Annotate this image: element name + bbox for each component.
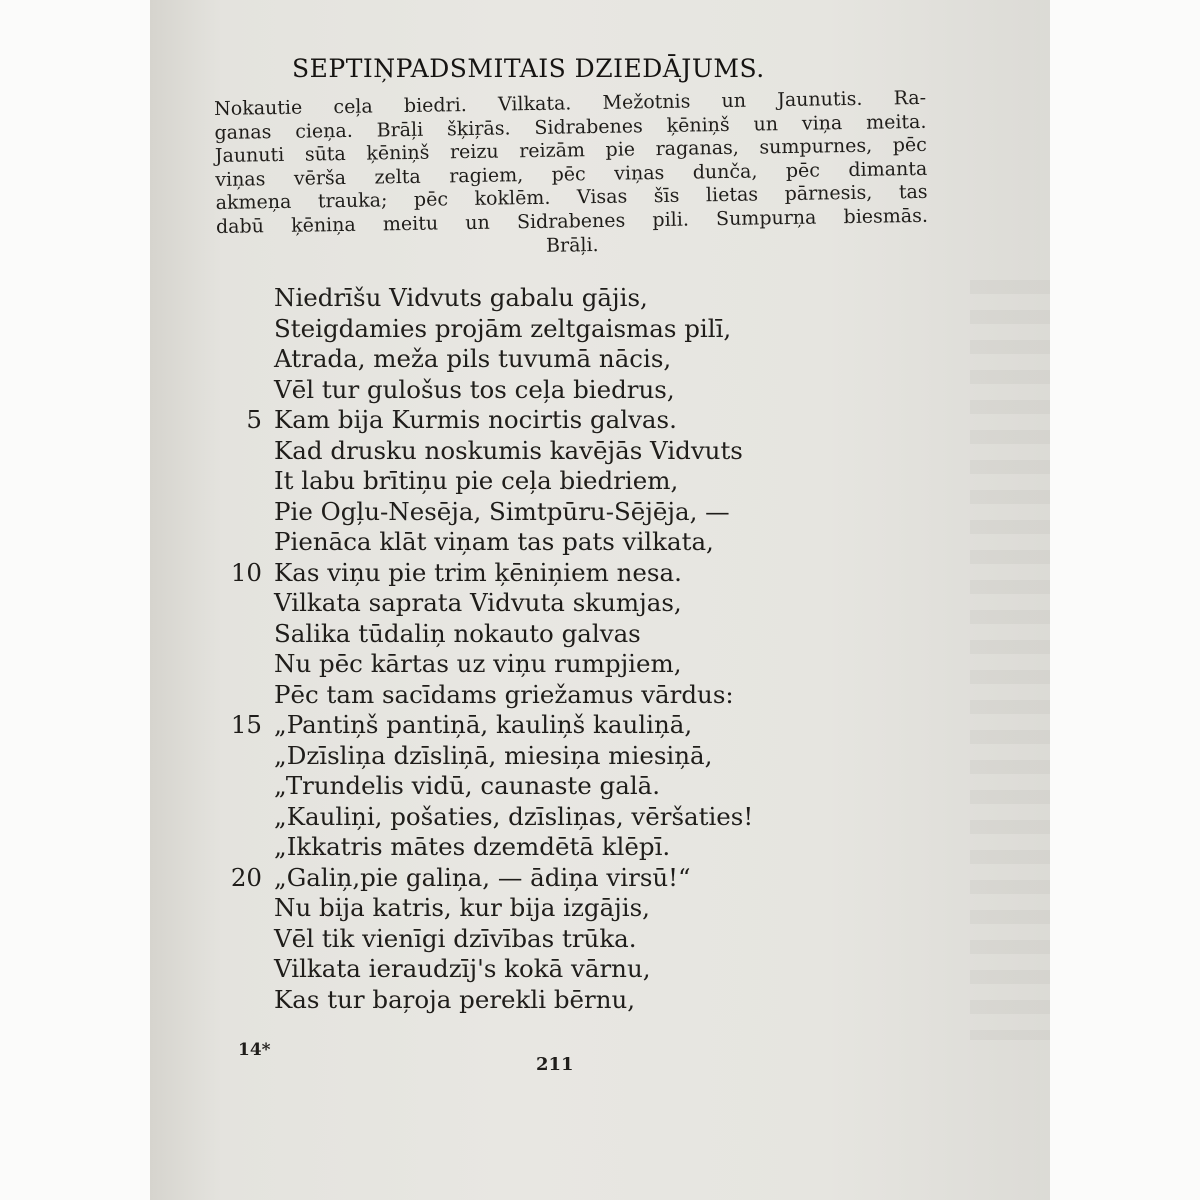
verse-line (230, 405, 870, 436)
verse-line (230, 985, 870, 1016)
verse-line (230, 283, 870, 314)
verse-line (230, 527, 870, 558)
verse-line (230, 497, 870, 528)
verse-line (230, 802, 870, 833)
verse-line (230, 436, 870, 467)
bleed-through-text (970, 280, 1050, 1040)
verse-line (230, 466, 870, 497)
verse-text: „Trundelis vidū, caunaste galā. (274, 771, 661, 800)
verse-text: Vilkata ieraudzīj's kokā vārnu, (274, 954, 651, 983)
line-number: 10 (230, 557, 262, 587)
verse-text: Vēl tik vienīgi dzīvības trūka. (274, 923, 637, 953)
verse-text: Kas tur baŗoja perekli bērnu, (274, 984, 636, 1014)
verse-text: Kam bija Kurmis nocirtis galvas. (274, 405, 677, 434)
line-number: 5 (246, 405, 262, 434)
verse-line (230, 832, 870, 863)
verse-line (230, 680, 870, 711)
verse-line (230, 771, 870, 802)
summary-line: dabū ķēniņa meitu un Sidrabenes pili. Sumpurņa biesmās. (215, 204, 929, 238)
verse-line (230, 344, 870, 375)
signature-mark: 14* (238, 1040, 271, 1060)
summary-line: Jaunuti sūta ķēniņš reizu reizām pie raganas, sumpurnes, pēc (214, 133, 927, 168)
verse-line (230, 649, 870, 680)
verse-text: „Pantiņš pantiņā, kauliņš kauliņā, (274, 710, 693, 739)
verse-text: Vilkata saprata Vidvuta skumjas, (274, 588, 682, 617)
verse-line (230, 588, 870, 619)
verse-text: Pienāca klāt viņam tas pats vilkata, (274, 527, 714, 556)
verse-text: Pie Ogļu-Nesēja, Simtpūru-Sējēja, — (274, 496, 730, 526)
verse-text: It labu brītiņu pie ceļa biedriem, (274, 466, 679, 495)
verse-line (230, 558, 870, 589)
line-number: 15 (230, 710, 262, 739)
page-title: SEPTIŅPADSMITAIS DZIEDĀJUMS. (292, 54, 765, 83)
verse-line (230, 314, 870, 345)
verse-line (230, 954, 870, 985)
verse-line (230, 863, 870, 894)
verse-text: „Dzīsliņa dzīsliņā, miesiņa miesiņā, (274, 740, 713, 770)
verse-line (230, 924, 870, 955)
page-number: 211 (536, 1054, 574, 1075)
verse-text: Pēc tam sacīdams griežamus vārdus: (274, 679, 734, 709)
verse-line (230, 893, 870, 924)
verse-text: „Ikkatris mātes dzemdētā klēpī. (274, 832, 671, 861)
verse-text: Nu pēc kārtas uz viņu rumpjiem, (274, 649, 682, 678)
verse-line (230, 710, 870, 741)
verse-text: Steigdamies projām zeltgaismas pilī, (274, 313, 732, 343)
verse-text: Vēl tur gulošus tos ceļa biedrus, (274, 374, 675, 404)
verse-text: Kad drusku noskumis kavējās Vidvuts (274, 435, 743, 465)
verse-line (230, 375, 870, 406)
summary-line: ganas cieņa. Brāļi šķiŗās. Sidrabenes ķēniņš un viņa meita. (214, 110, 927, 144)
verse-text: Kas viņu pie trim ķēniņiem nesa. (274, 557, 682, 587)
verse-text: Atrada, meža pils tuvumā nācis, (274, 344, 672, 373)
summary-line: Nokautie ceļa biedri. Vilkata. Mežotnis un Jaunutis. Ra- (214, 86, 927, 120)
summary-line: akmeņa trauka; pēc koklēm. Visas šīs lietas pārnesis, tas (215, 181, 928, 215)
verse-block (230, 283, 870, 1015)
verse-text: „Galiņ,pie galiņa, — ādiņa virsū!“ (274, 862, 691, 892)
verse-line (230, 619, 870, 650)
verse-text: „Kauliņi, pošaties, dzīsliņas, vēršaties! (274, 801, 754, 831)
chapter-summary (214, 87, 929, 263)
verse-line (230, 741, 870, 772)
verse-text: Niedrīšu Vidvuts gabalu gājis, (274, 283, 648, 312)
verse-text: Salika tūdaliņ nokauto galvas (274, 618, 641, 648)
summary-line: viņas vērša zelta ragiem, pēc viņas dunča, pēc dimanta (215, 157, 928, 191)
line-number: 20 (230, 862, 262, 892)
verse-text: Nu bija katris, kur bija izgājis, (274, 893, 650, 922)
summary-line: Brāļi. (545, 233, 599, 257)
